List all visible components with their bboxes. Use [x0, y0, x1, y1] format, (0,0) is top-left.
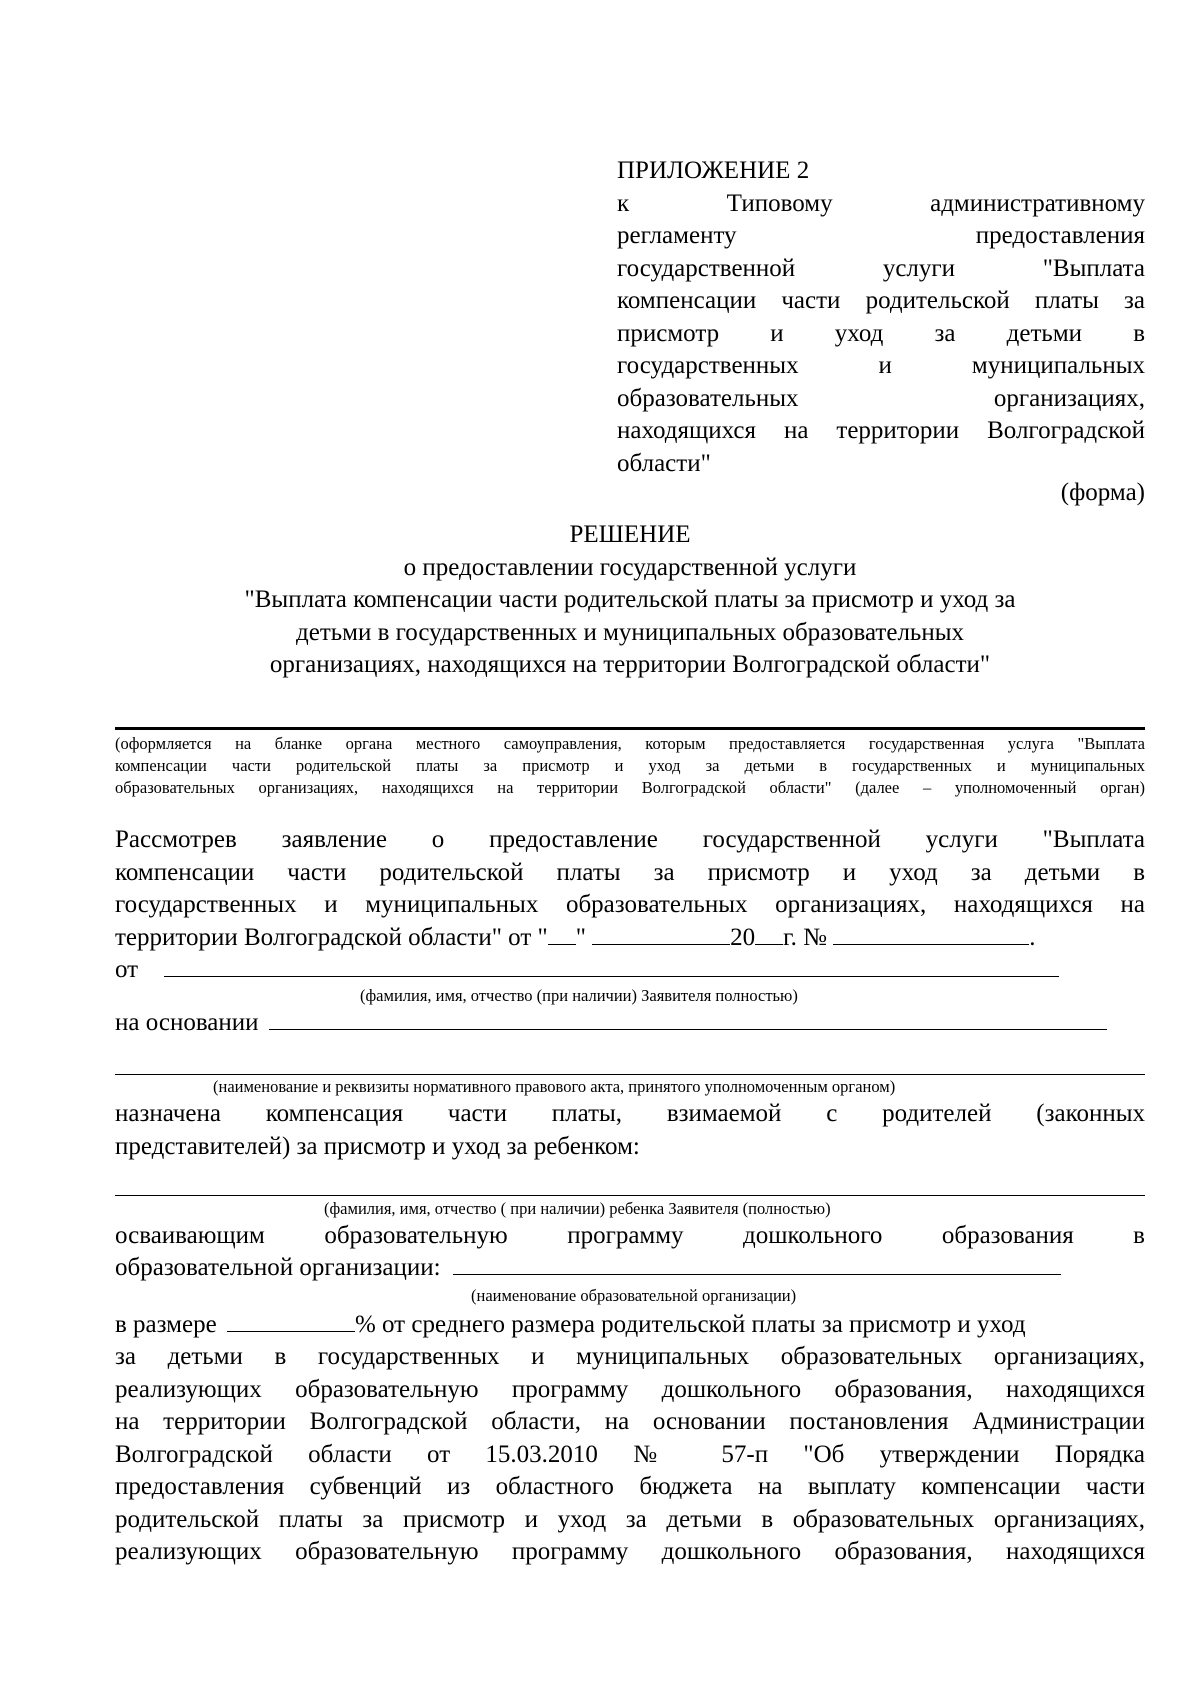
program-line: осваивающим образовательную программу дошкольного образования в	[115, 1222, 1145, 1249]
intro-line: Рассмотрев заявление о предоставление государственной услуги "Выплата	[115, 826, 1145, 853]
applicant-name-blank[interactable]	[164, 954, 1059, 977]
year-blank[interactable]	[755, 922, 783, 945]
intro-paragraph	[115, 824, 1145, 922]
date-line-prefix: территории Волгоградской области" от "	[115, 924, 548, 951]
basis-blank[interactable]	[269, 1007, 1107, 1030]
amount-suffix: % от среднего размера родительской платы за присмотр и уход	[354, 1311, 1026, 1338]
decision-subtitle-line: "Выплата компенсации части родительской платы за присмотр и уход за	[244, 586, 1016, 613]
program-paragraph	[115, 1220, 1145, 1253]
decision-title-block	[115, 519, 1145, 682]
appendix-header	[617, 155, 1145, 480]
appendix-line: государственной услуги "Выплата	[617, 254, 1145, 282]
decision-subtitle-line: детьми в государственных и муниципальных образовательных	[296, 618, 964, 646]
basis-line	[115, 1007, 1145, 1039]
decision-subtitle-line: о предоставлении государственной услуги	[403, 553, 857, 581]
letterhead-rule	[115, 727, 1145, 730]
applicant-line	[115, 954, 1145, 986]
organization-caption: (наименование образовательной организации)	[471, 1286, 797, 1305]
appendix-line: находящихся на территории Волгоградской	[617, 417, 1145, 444]
appendix-line: присмотр и уход за детьми в	[617, 319, 1145, 347]
intro-line: государственных и муниципальных образовательных организациях, находящихся на	[115, 891, 1145, 918]
amount-prefix: в размере	[115, 1311, 217, 1338]
decision-title: РЕШЕНИЕ	[569, 521, 691, 548]
day-blank[interactable]	[548, 922, 576, 945]
amount-line: предоставления субвенций из областного бюджета на выплату компенсации части	[115, 1473, 1145, 1500]
amount-line: на территории Волгоградской области, на основании постановления Администрации	[115, 1408, 1145, 1435]
number-blank[interactable]	[833, 922, 1029, 945]
amount-line: реализующих образовательную программу дошкольного образования, находящихся	[115, 1375, 1145, 1403]
amount-line: родительской платы за присмотр и уход за детьми в образовательных организациях,	[115, 1505, 1145, 1533]
child-name-blank[interactable]	[115, 1195, 1145, 1196]
assigned-line: представителей) за присмотр и уход за ребенком:	[115, 1132, 640, 1160]
decision-subtitle-line: организациях, находящихся на территории Волгоградской области"	[269, 651, 991, 678]
percent-blank[interactable]	[227, 1309, 355, 1332]
letterhead-note-line: образовательных организациях, находящихся на территории Волгоградской области" (далее – уполномоченный орган)	[115, 778, 1145, 797]
number-label: г. №	[783, 924, 827, 951]
letterhead-note	[115, 733, 1145, 799]
basis-label: на основании	[115, 1009, 259, 1036]
date-quote-close: "	[575, 924, 586, 951]
appendix-line: компенсации части родительской платы за	[617, 287, 1145, 314]
amount-line: за детьми в государственных и муниципальных образовательных организациях,	[115, 1343, 1145, 1370]
appendix-line: образовательных организациях,	[617, 384, 1145, 412]
amount-line: реализующих образовательную программу дошкольного образования, находящихся	[115, 1538, 1145, 1565]
year-prefix: 20	[730, 924, 756, 951]
form-note: (форма)	[1060, 479, 1145, 506]
appendix-line: государственных и муниципальных	[617, 352, 1145, 379]
letterhead-note-line: (оформляется на бланке органа местного самоуправления, которым предоставляется государственная услуга "Выплата	[115, 734, 1145, 753]
amount-line: Волгоградской области от 15.03.2010 № 57-п "Об утверждении Порядка	[115, 1440, 1145, 1468]
intro-line: компенсации части родительской платы за присмотр и уход за детьми в	[115, 858, 1145, 886]
from-label: от	[115, 956, 139, 983]
assigned-paragraph	[115, 1098, 1145, 1163]
appendix-line: регламенту предоставления	[617, 222, 1145, 249]
basis-blank-continued[interactable]	[115, 1074, 1145, 1075]
organization-line	[115, 1252, 1145, 1284]
date-line-end: .	[1029, 924, 1036, 951]
appendix-title: ПРИЛОЖЕНИЕ 2	[617, 157, 810, 184]
basis-caption: (наименование и реквизиты нормативного правового акта, принятого уполномоченным органом)	[213, 1077, 896, 1096]
application-date-line	[115, 922, 1145, 954]
letterhead-note-line: компенсации части родительской платы за присмотр и уход за детьми в государственных и муниципальных	[115, 756, 1145, 775]
amount-paragraph	[115, 1341, 1145, 1569]
assigned-line: назначена компенсация части платы, взимаемой с родителей (законных	[115, 1100, 1145, 1127]
appendix-line: области"	[617, 449, 711, 477]
appendix-line: к Типовому административному	[617, 189, 1145, 217]
amount-line	[115, 1309, 1145, 1341]
month-blank[interactable]	[592, 922, 730, 945]
child-caption: (фамилия, имя, отчество ( при наличии) ребенка Заявителя (полностью)	[324, 1199, 831, 1218]
applicant-caption: (фамилия, имя, отчество (при наличии) Заявителя полностью)	[360, 986, 798, 1005]
organization-label: образовательной организации:	[115, 1254, 441, 1281]
organization-blank[interactable]	[453, 1252, 1061, 1275]
